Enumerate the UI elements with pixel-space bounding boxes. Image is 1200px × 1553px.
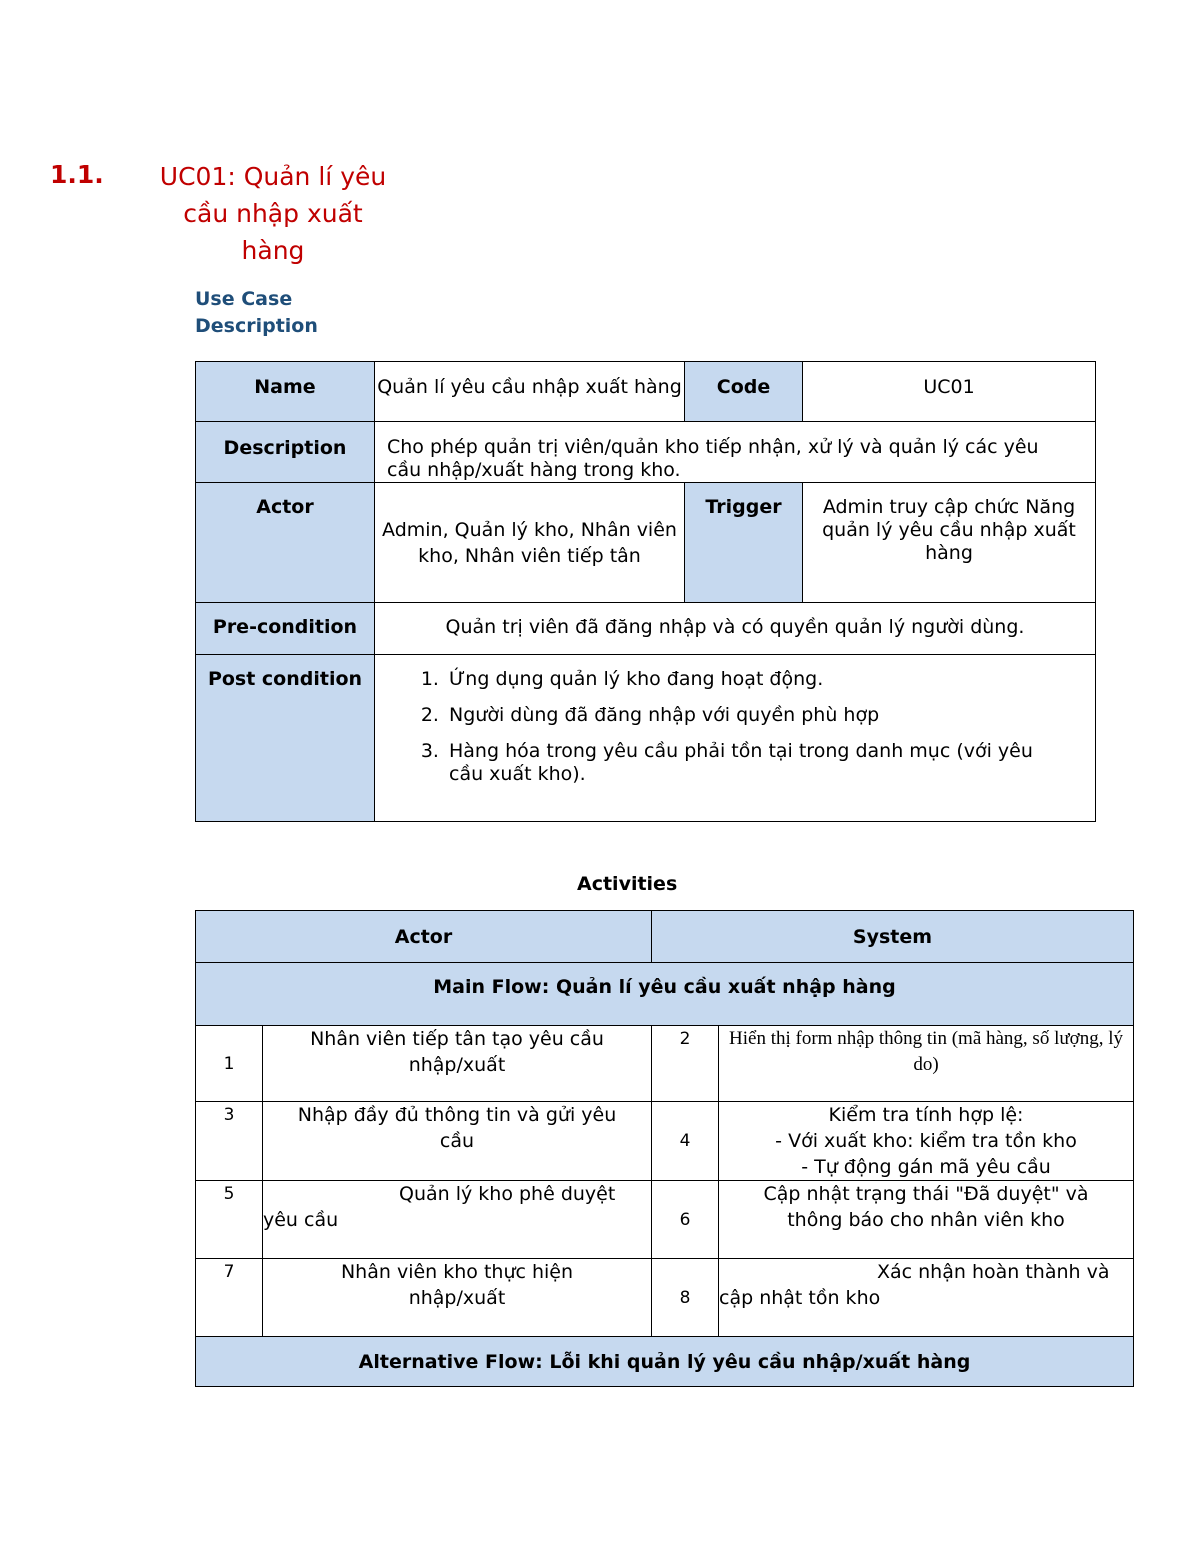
actor-step-number: 5: [196, 1181, 263, 1259]
system-step-text: [719, 1102, 1134, 1181]
actor-value: Admin, Quản lý kho, Nhân viên kho, Nhân viên tiếp tân: [375, 483, 685, 603]
activities-table: [195, 910, 1134, 1387]
section-title-line: cầu nhập xuất: [183, 199, 363, 228]
section-number: 1.1.: [50, 160, 104, 189]
section-title-line: UC01: Quản lí yêu: [159, 162, 387, 191]
system-step-line: - Với xuất kho: kiểm tra tồn kho: [775, 1130, 1077, 1152]
use-case-table: [195, 361, 1096, 822]
section-title: [142, 158, 404, 269]
trigger-label: Trigger: [685, 483, 803, 603]
postcondition-label: Post condition: [196, 655, 375, 822]
description-row: [196, 422, 1096, 483]
alternative-flow-row: [196, 1337, 1134, 1387]
postcondition-list-cell: [375, 655, 1096, 822]
use-case-description-heading: [195, 286, 318, 340]
section-title-line: hàng: [241, 236, 305, 265]
actor-step-text: Nhập đầy đủ thông tin và gửi yêu cầu: [263, 1102, 652, 1181]
actor-row: [196, 483, 1096, 603]
main-flow-row: [196, 963, 1134, 1026]
description-value: Cho phép quản trị viên/quản kho tiếp nhận, xử lý và quản lý các yêu cầu nhập/xuất hàng trong kho.: [375, 422, 1096, 483]
step-row: [196, 1259, 1134, 1337]
step-row: [196, 1102, 1134, 1181]
postcondition-list: [409, 668, 1057, 786]
precondition-row: [196, 603, 1096, 655]
activities-header-row: [196, 911, 1134, 963]
actor-step-number: 7: [196, 1259, 263, 1337]
step-row: [196, 1181, 1134, 1259]
description-label: Description: [196, 422, 375, 483]
code-value: UC01: [803, 362, 1096, 422]
postcondition-row: [196, 655, 1096, 822]
actor-step-number: 1: [196, 1026, 263, 1102]
actor-step-number: 3: [196, 1102, 263, 1181]
trigger-value: Admin truy cập chức Năng quản lý yêu cầu nhập xuất hàng: [803, 483, 1096, 603]
name-value: Quản lí yêu cầu nhập xuất hàng: [375, 362, 685, 422]
system-step-line: Kiểm tra tính hợp lệ:: [828, 1104, 1024, 1126]
subheading-line: Description: [195, 315, 318, 337]
system-column-header: System: [652, 911, 1134, 963]
name-label: Name: [196, 362, 375, 422]
main-flow-label: Main Flow: Quản lí yêu cầu xuất nhập hàng: [196, 963, 1134, 1026]
activities-title: Activities: [577, 873, 678, 895]
step-row: [196, 1026, 1134, 1102]
actor-column-header: Actor: [196, 911, 652, 963]
system-step-line: - Tự động gán mã yêu cầu: [801, 1156, 1051, 1178]
precondition-value: Quản trị viên đã đăng nhập và có quyền quản lý người dùng.: [375, 603, 1096, 655]
actor-step-text: Quản lý kho phê duyệt yêu cầu: [263, 1181, 652, 1259]
alternative-flow-label: Alternative Flow: Lỗi khi quản lý yêu cầu nhập/xuất hàng: [196, 1337, 1134, 1387]
system-step-text: Hiển thị form nhập thông tin (mã hàng, số lượng, lý do): [719, 1026, 1134, 1102]
system-step-number: 2: [652, 1026, 719, 1102]
system-step-text: Cập nhật trạng thái "Đã duyệt" và thông báo cho nhân viên kho: [719, 1181, 1134, 1259]
postcondition-item: 3. Hàng hóa trong yêu cầu phải tồn tại trong danh mục (với yêu cầu xuất kho).: [445, 740, 1057, 786]
system-step-number: 8: [652, 1259, 719, 1337]
postcondition-item: 2. Người dùng đã đăng nhập với quyền phù hợp: [445, 704, 1057, 727]
actor-step-text: Nhân viên kho thực hiện nhập/xuất: [263, 1259, 652, 1337]
subheading-line: Use Case: [195, 288, 293, 310]
precondition-label: Pre-condition: [196, 603, 375, 655]
system-step-text: Xác nhận hoàn thành và cập nhật tồn kho: [719, 1259, 1134, 1337]
postcondition-item: 1. Ứng dụng quản lý kho đang hoạt động.: [445, 668, 1057, 691]
system-step-number: 6: [652, 1181, 719, 1259]
actor-step-text: Nhân viên tiếp tân tạo yêu cầu nhập/xuất: [263, 1026, 652, 1102]
code-label: Code: [685, 362, 803, 422]
system-step-number: 4: [652, 1102, 719, 1181]
name-row: [196, 362, 1096, 422]
actor-label: Actor: [196, 483, 375, 603]
